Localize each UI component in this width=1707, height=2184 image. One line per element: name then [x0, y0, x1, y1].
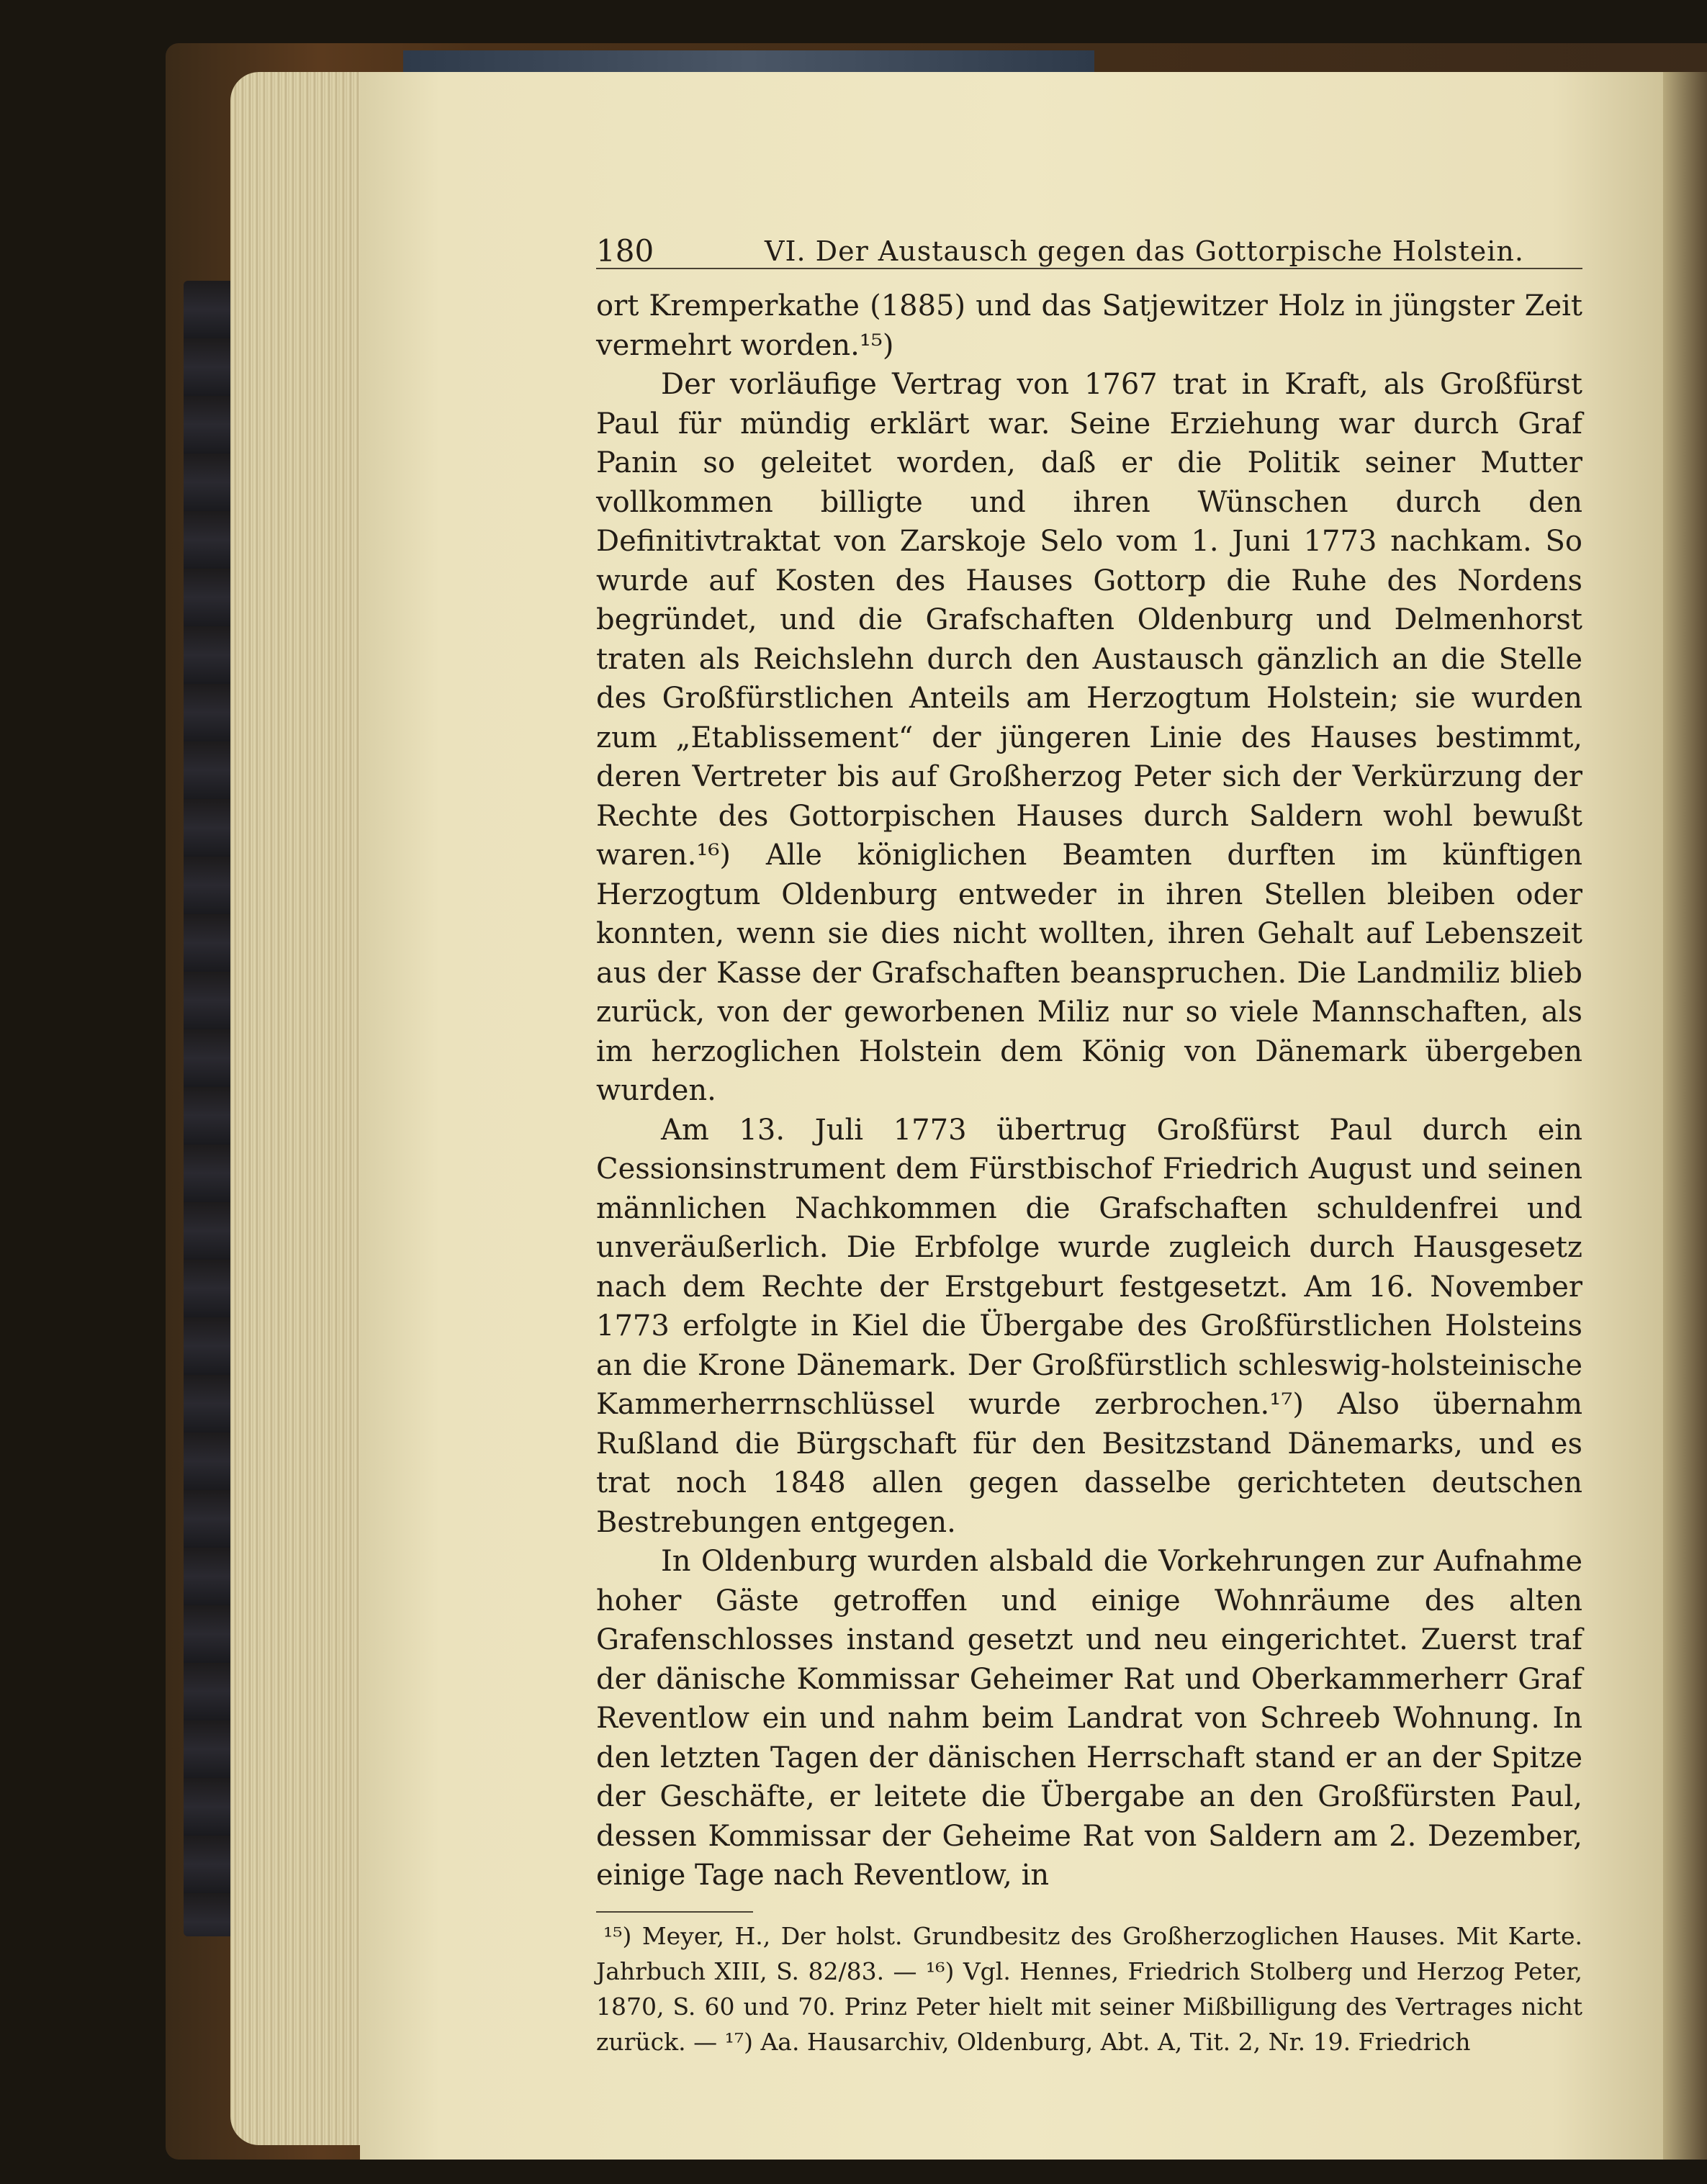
footnotes — [596, 1918, 1582, 2059]
paragraph-1: ort Kremperkathe (1885) und das Satjewitzer Holz in jüngster Zeit vermehrt worden.¹⁵) — [596, 289, 1582, 362]
paragraph-4: In Oldenburg wurden alsbald die Vorkehrungen zur Aufnahme hoher Gäste getroffen und einige Wohnräume des alten Grafenschlosses instand gesetzt und neu eingerichtet. Zuerst traf der dänische Kommissar Geheimer Rat und Oberkammerherr Graf Reventlow ein und nahm beim Landrat von Schreeb Wohnung. In den letzten Tagen der dänischen Herrschaft stand er an der Spitze der Geschäfte, er leitete die Übergabe an den Großfürsten Paul, dessen Kommissar der Geheime Rat von Saldern am 2. Dezember, einige Tage nach Reventlow, in — [596, 1545, 1582, 1892]
body-text — [596, 286, 1582, 1895]
footnote-divider — [596, 1911, 753, 1913]
paragraph-3: Am 13. Juli 1773 übertrug Großfürst Paul durch ein Cessionsinstrument dem Fürstbischof Friedrich August und seinen männlichen Nachkommen die Grafschaften schuldenfrei und unveräußerlich. Die Erbfolge wurde zugleich durch Hausgesetz nach dem Rechte der Erstgeburt festgesetzt. Am 16. November 1773 erfolgte in Kiel die Übergabe des Großfürstlichen Holsteins an die Krone Dänemark. Der Großfürstlich schleswig-holsteinische Kammerherrnschlüssel wurde zerbrochen.¹⁷) Also übernahm Rußland die Bürgschaft für den Besitzstand Dänemarks, und es trat noch 1848 allen gegen dasselbe gerichteten deutschen Bestrebungen entgegen. — [596, 1113, 1582, 1539]
spine-strip — [184, 281, 234, 1936]
footnote-text: ¹⁵) Meyer, H., Der holst. Grundbesitz des Großherzoglichen Hauses. Mit Karte. Jahrbuch XIII, S. 82/83. — ¹⁶) Vgl. Hennes, Friedrich Stolberg und Herzog Peter, 1870, S. 60 und 70. Prinz Peter hielt mit seiner Mißbilligung des Vertrages nicht zurück. — ¹⁷) Aa. Hausarchiv, Oldenburg, Abt. A, Tit. 2, Nr. 19. Friedrich — [596, 1921, 1582, 2056]
text-block — [596, 229, 1582, 2059]
page-right-shadow — [1663, 72, 1707, 2160]
running-head-title: VI. Der Austausch gegen das Gottorpische Holstein. — [765, 235, 1524, 267]
page-number: 180 — [596, 233, 654, 269]
running-head — [596, 229, 1582, 269]
paragraph-2: Der vorläufige Vertrag von 1767 trat in Kraft, als Großfürst Paul für mündig erklärt war. Seine Erziehung war durch Graf Panin so geleitet worden, daß er die Politik seiner Mutter vollkommen billigte und ihren Wünschen durch den Definitivtraktat von Zarskoje Selo vom 1. Juni 1773 nachkam. So wurde auf Kosten des Hauses Gottorp die Ruhe des Nordens begründet, und die Grafschaften Oldenburg und Delmenhorst traten als Reichslehn durch den Austausch gänzlich an die Stelle des Großfürstlichen Anteils am Herzogtum Holstein; sie wurden zum „Etablissement“ der jüngeren Linie des Hauses bestimmt, deren Vertreter bis auf Großherzog Peter sich der Verkürzung der Rechte des Gottorpischen Hauses durch Saldern wohl bewußt waren.¹⁶) Alle königlichen Beamten durften im künftigen Herzogtum Oldenburg entweder in ihren Stellen bleiben oder konnten, wenn sie dies nicht wollten, ihren Gehalt auf Lebenszeit aus der Kasse der Grafschaften beanspruchen. Die Landmiliz blieb zurück, von der geworbenen Miliz nur so viele Mannschaften, als im herzoglichen Holstein dem König von Dänemark übergeben wurden. — [596, 368, 1582, 1107]
page-edges — [230, 72, 367, 2145]
